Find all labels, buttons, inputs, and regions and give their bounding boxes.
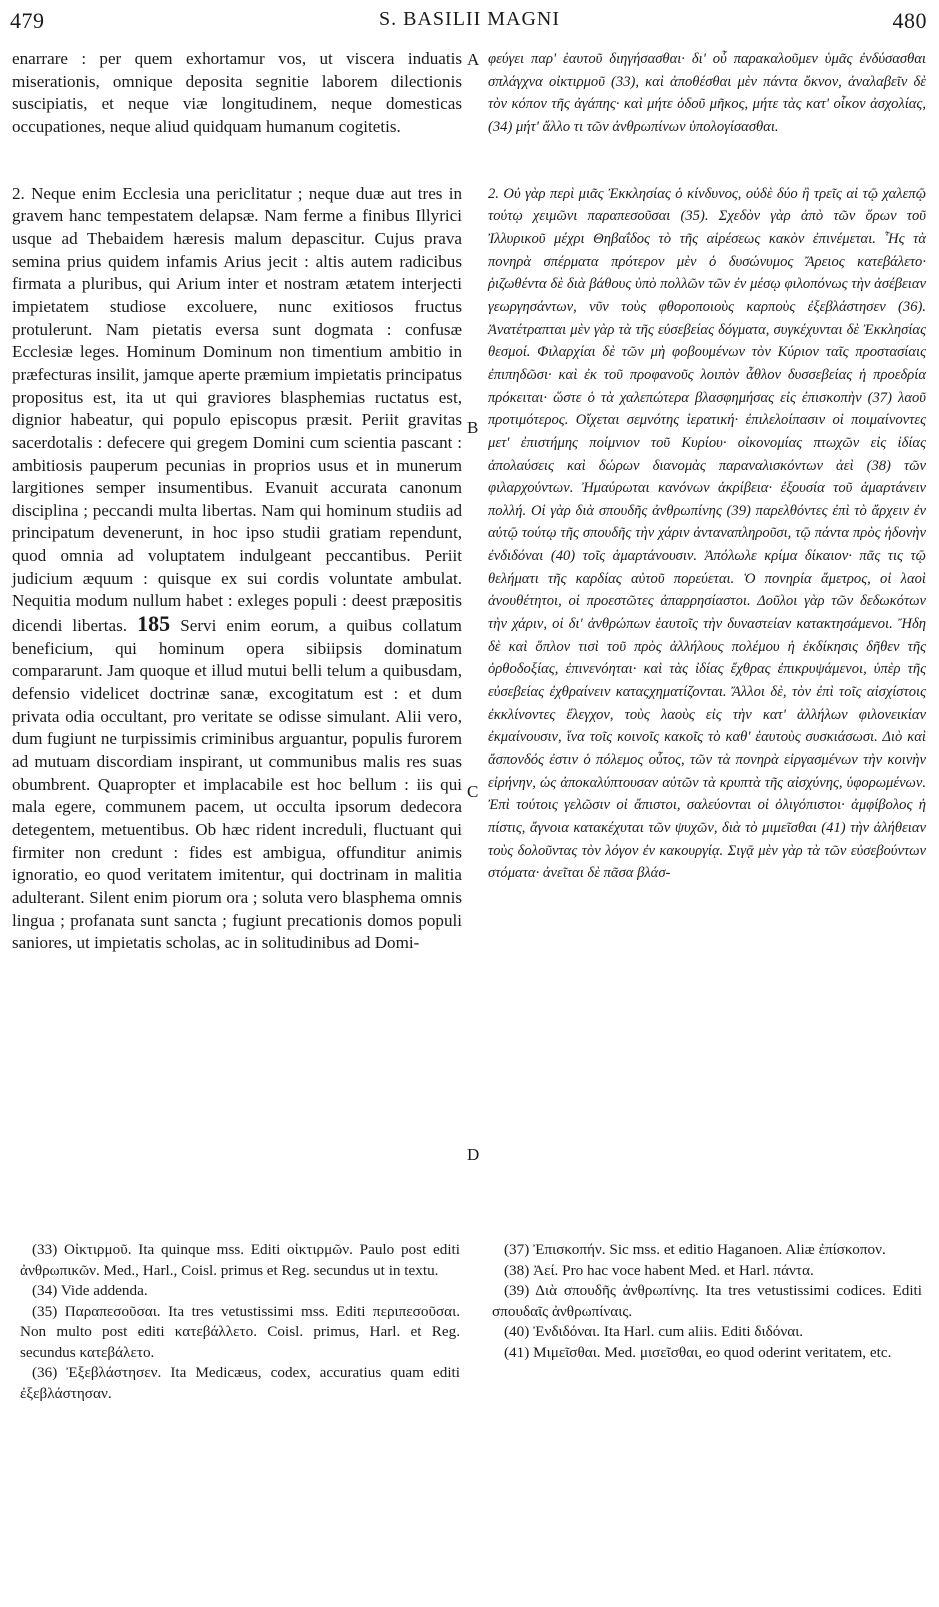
margin-letter-d: D bbox=[467, 1145, 480, 1164]
footnote-41: (41) Μιμεῖσθαι. Med. μισεῖσθαι, eo quod oderint veritatem, etc. bbox=[504, 1343, 892, 1361]
latin-column bbox=[12, 48, 462, 955]
greek-paragraph-1: φεύγει παρ' ἑαυτοῦ διηγήσασθαι· δι' οὗ παρακαλοῦμεν ὑμᾶς ἐνδύσασθαι σπλάγχνα οἰκτιρμοῦ (33), καὶ ἀποθέσθαι μὲν πάντα ὄκνον, ἀναλαβεῖν δὲ τὸν κόπον τῆς ἀγάπης· καὶ μήτε ὁδοῦ μῆκος, μήτε τὰς κατ' οἶκον ἀσχολίας, (34) μήτ' ἄλλο τι τῶν ἀνθρωπίνων ὑπολογίσασθαι. bbox=[488, 51, 926, 135]
margin-letter-c: C bbox=[467, 782, 479, 801]
greek-column bbox=[488, 48, 926, 885]
column-number: 185 bbox=[137, 611, 171, 637]
paragraph-gap bbox=[12, 139, 462, 183]
page-number-right: 480 bbox=[892, 8, 927, 33]
margin-letter-b: B bbox=[467, 418, 479, 437]
latin-paragraph-2-part-2: Servi enim eorum, a quibus collatum beneficium, qui hominum opera sibiipsis dominatum compararunt. Jam quoque et illud mutui belli telum a quibusdam, defensio videlicet doctrinæ sanæ, excogitatum est : et dum privata odia occultant, pro veritate se odisse simulant. Alii vero, dum fugiunt ne turpissimis criminibus arguantur, populis furorem ad mutuam discordiam inspirant, ut communibus malis res suas obumbrent. Quapropter et implacabile est hoc bellum : iis qui mala egere, communem pacem, ut occulta ipsorum dedecora detegentem, metuentibus. Ob hæc rident increduli, fluctuant qui firmiter non credunt : fides est ambigua, offunditur animis ignoratio, eo quod veritatem imitentur, qui doctrinam in malitia adulterant. Silent enim piorum ora ; soluta vero blasphema omnis lingua ; profanata sunt sancta ; fugiunt precationis domos populi saniores, ut impietatis scholas, ac in solitudinibus ad Domi- bbox=[12, 616, 462, 953]
footnote-36: (36) Ἐξεβλάστησεν. Ita Medicæus, codex, accuratius quam editi ἐξεβλάστησαν. bbox=[20, 1364, 460, 1402]
footnote-35: (35) Παραπεσοῦσαι. Ita tres vetustissimi mss. Editi περιπεσοῦσαι. Non multo post editi κατεβάλλετο. Coisl. primus, Harl. et Reg. secundus κατεβάλετο. bbox=[20, 1302, 460, 1361]
footnote-38: (38) Ἀεί. Pro hac voce habent Med. et Harl. πάντα. bbox=[504, 1261, 814, 1279]
running-title: S. BASILII MAGNI bbox=[379, 8, 560, 30]
footnote-40: (40) Ἐνδιδόναι. Ita Harl. cum aliis. Editi διδόναι. bbox=[504, 1323, 804, 1340]
footnotes-left bbox=[20, 1240, 460, 1404]
page-number-left: 479 bbox=[10, 8, 45, 33]
latin-paragraph-2-part-1: 2. Neque enim Ecclesia una periclitatur ; neque duæ aut tres in gravem hanc tempestatem delapsæ. Nam ferme a finibus Illyrici usque ad Thebaidem hæresis malum depascitur. Cujus prava semina prius quidem infamis Arius jecit : altis autem radicibus firmata a pluribus, qui Arium inter et nostram ætatem interjecti impietatem studiose excoluere, nunc exitiosos fructus protulerunt. Nam pietatis eversa sunt dogmata : confusæ Ecclesiæ leges. Hominum Dominum non timentium ambitio in præfecturas insilit, jamque aperte præmium impietatis principatus propositus est, ita ut qui graviores blasphemias ructatus est, dignior habeatur, qui populo episcopus præsit. Periit gravitas sacerdotalis : defecere qui gregem Domini cum scientia pascant : ambitiosis pauperum pecunias in proprios usus et in munerum largitiones semper insumentibus. Evanuit accurata canonum disciplina ; peccandi multa libertas. Nam qui hominum studiis ad principatum devenerunt, in hoc ipso studii gratiam rependunt, quod omnia ad voluptatem indulgeant peccantibus. Periit judicium æquum : quisque ex sui cordis voluntate ambulat. Nequitia modum nullum habet : exleges populi : deest præpositis dicendi libertas. bbox=[12, 183, 462, 636]
footnote-39: (39) Διὰ σπουδῆς ἀνθρωπίνης. Ita tres vetustissimi codices. Editi σπουδαῖς ἀνθρωπίναις. bbox=[492, 1282, 922, 1320]
footnote-37: (37) Ἐπισκοπήν. Sic mss. et editio Haganoen. Aliæ ἐπίσκοπον. bbox=[504, 1241, 886, 1258]
footnotes-right bbox=[492, 1240, 922, 1363]
margin-letter-a: A bbox=[467, 50, 480, 69]
latin-paragraph-2 bbox=[12, 183, 462, 955]
footnote-34: (34) Vide addenda. bbox=[32, 1282, 148, 1299]
greek-paragraph-2: 2. Οὐ γὰρ περὶ μιᾶς Ἐκκλησίας ὁ κίνδυνος, οὐδὲ δύο ἢ τρεῖς αἱ τῷ χαλεπῷ τούτῳ χειμῶνι παραπεσοῦσαι (35). Σχεδὸν γὰρ ἀπὸ τῶν ὅρων τοῦ Ἰλλυρικοῦ μέχρι Θηβαΐδος τὸ τῆς αἱρέσεως κακὸν ἐπινέμεται. Ἧς τὰ πονηρὰ σπέρματα πρότερον μὲν ὁ δυσώνυμος Ἄρειος κατεβάλετο· ῥιζωθέντα δὲ διὰ βάθους ὑπὸ πολλῶν τῶν ἐν μέσῳ φιλοπόνως τὴν ἀσέβειαν γεωργησάντων, νῦν τοὺς φθοροποιοὺς καρποὺς ἐξεβλάστησεν (36). Ἀνατέτραπται μὲν γὰρ τὰ τῆς εὐσεβείας δόγματα, συγκέχυνται δὲ Ἐκκλησίας θεσμοί. Φιλαρχίαι δὲ τῶν μὴ φοβουμένων τὸν Κύριον ταῖς προστασίαις ἐπιπηδῶσι· καὶ ἐκ τοῦ προφανοῦς λοιπὸν ἆθλον δυσσεβείας ἡ προεδρία πρόκειται· ὥστε ὁ τὰ χαλεπώτερα βλασφημήσας εἰς ἐπισκοπὴν (37) λαοῦ προτιμότερος. Οἴχεται σεμνότης ἱερατική· ἐπιλελοίπασιν οἱ ποιμαίνοντες μετ' ἐπιστήμης ποίμνιον τοῦ Κυρίου· οἰκονομίας πτωχῶν εἰς ἰδίας ἀπολαύσεις καὶ δώρων διανομὰς παραναλισκόντων ἀεὶ (38) τῶν φιλαρχούντων. Ἠμαύρωται κανόνων ἀκρίβεια· ἐξουσία τοῦ ἁμαρτάνειν πολλή. Οἱ γὰρ διὰ σπουδῆς ἀνθρωπίνης (39) παρελθόντες ἐπὶ τὸ ἄρχειν ἐν αὐτῷ τούτῳ τῆς σπουδῆς τὴν χάριν ἀνταναπληροῦσι, τῷ πάντα πρὸς ἡδονὴν ἐνδιδόναι (40) τοῖς ἁμαρτάνουσιν. Ἀπόλωλε κρίμα δίκαιον· πᾶς τις τῷ θελήματι τῆς καρδίας αὐτοῦ πορεύεται. Ὁ πονηρία ἄμετρος, οἱ λαοὶ ἀνουθέτητοι, οἱ προεστῶτες ἀπαρρησίαστοι. Δοῦλοι γὰρ τῶν δεδωκότων τὴν χάριν, οἱ δι' ἀνθρώπων ἑαυτοῖς τὴν δυναστείαν κατακτησάμενοι. Ἤδη δὲ καὶ ὅπλον τισὶ τοῦ πρὸς ἀλλήλους πολέμου ἡ ἐκδίκησις δῆθεν τῆς ὀρθοδοξίας, ἐπινενόηται· καὶ τὰς ἰδίας ἔχθρας ἐπικρυψάμενοι, ὑπὲρ τῆς εὐσεβείας ἐχθραίνειν καταςχηματίζονται. Ἄλλοι δὲ, τὸν ἐπὶ τοῖς αἰσχίστοις ἐκκλίνοντες ἔλεγχον, τοὺς λαοὺς εἰς τὴν κατ' ἀλλήλων φιλονεικίαν ἐκμαίνουσιν, ἵνα τοῖς κοινοῖς κακοῖς τὸ καθ' ἑαυτοὺς συσκιάσωσι. Διὸ καὶ ἄσπονδός ἐστιν ὁ πόλεμος οὗτος, τῶν τὰ πονηρὰ εἰργασμένων τὴν κοινὴν εἰρήνην, ὡς ἀποκαλύπτουσαν αὐτῶν τὰ κρυπτὰ τῆς αἰσχύνης, ὑφορωμένων. Ἐπὶ τούτοις γελῶσιν οἱ ἄπιστοι, σαλεύονται οἱ ὀλιγόπιστοι· ἀμφίβολος ἡ πίστις, ἄγνοια κατακέχυται τῶν ψυχῶν, διὰ τὸ μιμεῖσθαι (41) τὴν ἀλήθειαν τοὺς δολοῦντας τὸν λόγον ἐν κακουργίᾳ. Σιγᾷ μὲν γὰρ τὰ τῶν εὐσεβούντων στόματα· ἀνεῖται δὲ πᾶσα βλάσ- bbox=[488, 185, 926, 882]
paragraph-gap bbox=[488, 139, 926, 183]
footnote-33: (33) Οἰκτιρμοῦ. Ita quinque mss. Editi οἰκτιρμῶν. Paulo post editi ἀνθρωπικῶν. Med., Harl., Coisl. primus et Reg. secundus ut in textu. bbox=[20, 1241, 460, 1279]
latin-paragraph-1: enarrare : per quem exhortamur vos, ut viscera induatis miserationis, omnique deposita segnitie laborem dilectionis suscipiatis, et neque viæ longitudinem, neque domesticas occupationes, neque aliud quidquam humanum cogitetis. bbox=[12, 49, 462, 136]
